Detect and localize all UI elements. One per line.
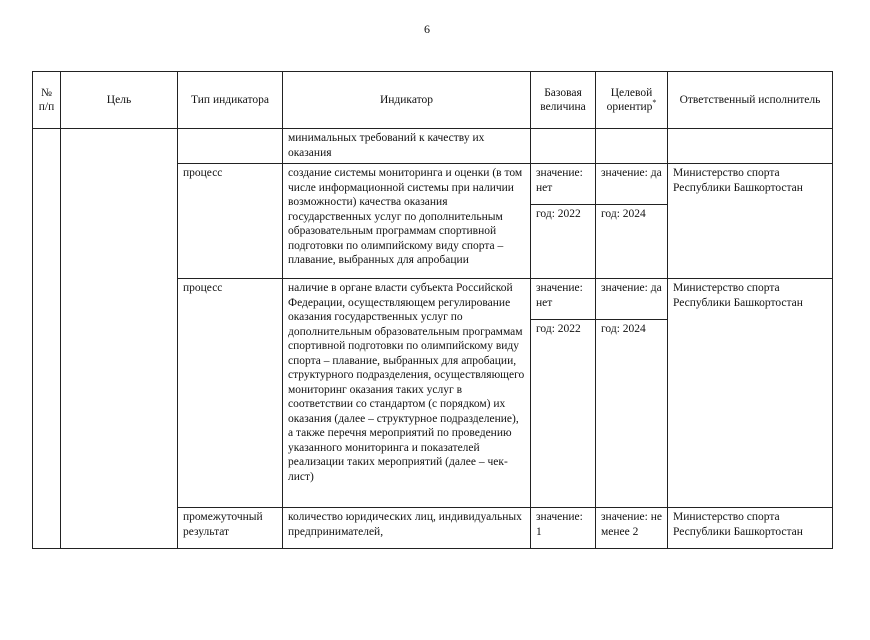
cell-target-year: год: 2024	[596, 320, 668, 508]
cell-base	[531, 129, 596, 164]
header-num: № п/п	[33, 72, 61, 129]
cell-type: процесс	[178, 279, 283, 508]
cell-type: процесс	[178, 164, 283, 279]
page-number: 6	[424, 22, 430, 36]
cell-indicator: создание системы мониторинга и оценки (в том числе информационной системы при наличии возможности) качества оказания государственных услуг по дополнительным образовательным программам спортивной подготовки по олимпийскому виду спорта – плавание, выбранных для апробации	[283, 164, 531, 279]
header-type: Тип индикатора	[178, 72, 283, 129]
cell-base-value: значение: 1	[531, 508, 596, 549]
cell-target-year: год: 2024	[596, 205, 668, 279]
cell-responsible	[668, 129, 833, 164]
cell-base-year: год: 2022	[531, 320, 596, 508]
cell-indicator: минимальных требований к качеству их оказания	[283, 129, 531, 164]
cell-base-year: год: 2022	[531, 205, 596, 279]
cell-responsible: Министерство спорта Республики Башкортостан	[668, 279, 833, 508]
table-header-row	[33, 72, 833, 129]
cell-target	[596, 129, 668, 164]
header-target-footnote-mark: *	[652, 98, 657, 108]
header-goal: Цель	[61, 72, 178, 129]
cell-type	[178, 129, 283, 164]
header-responsible: Ответственный исполнитель	[668, 72, 833, 129]
cell-responsible: Министерство спорта Республики Башкортостан	[668, 508, 833, 549]
cell-base-value: значение: нет	[531, 164, 596, 205]
cell-target-value: значение: не менее 2	[596, 508, 668, 549]
header-indicator: Индикатор	[283, 72, 531, 129]
cell-num	[33, 129, 61, 549]
indicators-table	[32, 71, 833, 549]
header-target-label: Целевой ориентир	[606, 86, 653, 113]
cell-base-value: значение: нет	[531, 279, 596, 320]
cell-indicator: количество юридических лиц, индивидуальных предпринимателей,	[283, 508, 531, 549]
cell-target-value: значение: да	[596, 164, 668, 205]
cell-goal	[61, 129, 178, 549]
cell-indicator: наличие в органе власти субъекта Российской Федерации, осуществляющем регулирование оказания государственных услуг по дополнительным образовательным программам спортивной подготовки по олимпийскому виду спорта – плавание, выбранных для апробации, структурного подразделения, осуществляющего мониторинг оказания таких услуг в соответствии со стандартом (с порядком) их оказания (далее – структурное подразделение), а также перечня мероприятий по проведению указанного мониторинга и показателей реализации таких мероприятий (далее – чек-лист)	[283, 279, 531, 508]
table-row	[33, 129, 833, 164]
cell-responsible: Министерство спорта Республики Башкортостан	[668, 164, 833, 279]
header-target	[596, 72, 668, 129]
header-base: Базовая величина	[531, 72, 596, 129]
cell-type: промежуточный результат	[178, 508, 283, 549]
cell-target-value: значение: да	[596, 279, 668, 320]
